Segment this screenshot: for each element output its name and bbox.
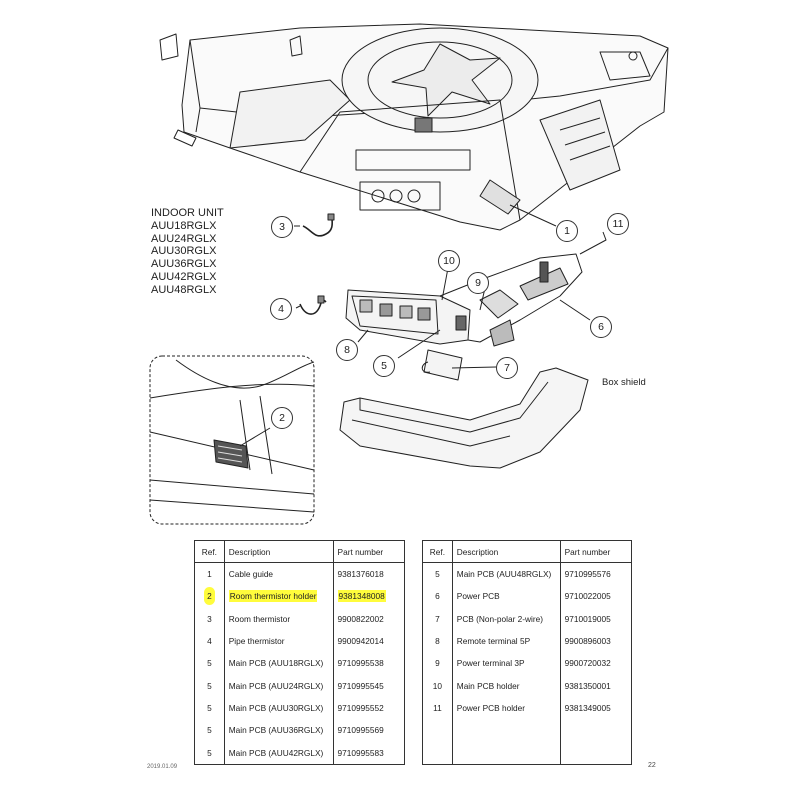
- description-cell: Cable guide: [224, 563, 333, 586]
- parts-table-left: [194, 540, 405, 765]
- ref-cell: 4: [195, 630, 225, 652]
- description-cell: Main PCB holder: [452, 674, 560, 696]
- cassette-housing-drawing: [160, 24, 668, 230]
- table-row: [423, 630, 632, 652]
- ref-cell: 8: [423, 630, 453, 652]
- table-row: [423, 563, 632, 586]
- part-number-header: Part number: [333, 541, 404, 563]
- part-number-cell: 9381349005: [560, 697, 631, 719]
- ref-cell: 5: [195, 697, 225, 719]
- table-header-row: [423, 541, 632, 563]
- part-number-cell: 9900720032: [560, 652, 631, 674]
- ref-cell: 7: [423, 608, 453, 630]
- ref-cell: 5: [195, 741, 225, 764]
- table-row-empty: [423, 741, 632, 764]
- part-number-cell: 9710995583: [333, 741, 404, 764]
- callout-4: 4: [270, 298, 292, 320]
- ref-header: Ref.: [423, 541, 453, 563]
- part-number-cell: 9381376018: [333, 563, 404, 586]
- part-number-cell: 9710995576: [560, 563, 631, 586]
- model-name: AUU18RGLX: [151, 219, 217, 232]
- part-number-cell: 9710995552: [333, 697, 404, 719]
- ref-cell: 11: [423, 697, 453, 719]
- description-header: Description: [452, 541, 560, 563]
- indoor-unit-model-list: [151, 207, 224, 297]
- model-name: AUU42RGLX: [151, 270, 217, 283]
- callout-7: 7: [496, 357, 518, 379]
- inset-detail-drawing: [150, 356, 314, 524]
- part-number-cell: 9900822002: [333, 608, 404, 630]
- table-row: [423, 652, 632, 674]
- part-number-cell: [333, 585, 404, 607]
- model-list-heading: INDOOR UNIT: [151, 207, 224, 219]
- ref-cell: 6: [423, 585, 453, 607]
- part-number-cell: 9900942014: [333, 630, 404, 652]
- part-number-cell: 9710022005: [560, 585, 631, 607]
- callout-11: 11: [607, 213, 629, 235]
- description-cell: Power terminal 3P: [452, 652, 560, 674]
- part-number-header: Part number: [560, 541, 631, 563]
- table-row: [195, 630, 405, 652]
- ref-cell: 5: [195, 674, 225, 696]
- description-cell: Power PCB holder: [452, 697, 560, 719]
- ref-cell: 5: [195, 652, 225, 674]
- pipe-thermistor-drawing: [300, 296, 326, 314]
- table-row: [423, 674, 632, 696]
- table-row: [195, 719, 405, 741]
- table-row: [195, 697, 405, 719]
- table-row: [195, 608, 405, 630]
- model-name: AUU24RGLX: [151, 232, 217, 245]
- callout-8: 8: [336, 339, 358, 361]
- parts-table-right: [422, 540, 632, 765]
- description-cell: Main PCB (AUU24RGLX): [224, 674, 333, 696]
- part-number-cell: 9900896003: [560, 630, 631, 652]
- box-shield-drawing: [340, 368, 588, 468]
- highlight-mark: Room thermistor holder: [229, 591, 317, 602]
- table-row-empty: [423, 719, 632, 741]
- description-cell: Main PCB (AUU30RGLX): [224, 697, 333, 719]
- description-cell: Main PCB (AUU42RGLX): [224, 741, 333, 764]
- callout-2: 2: [271, 407, 293, 429]
- table-row-highlighted: [195, 585, 405, 607]
- callout-1: 1: [556, 220, 578, 242]
- callout-10: 10: [438, 250, 460, 272]
- part-number-cell: 9710019005: [560, 608, 631, 630]
- table-row: [423, 608, 632, 630]
- table-row: [195, 674, 405, 696]
- ref-cell: 1: [195, 563, 225, 586]
- part-number-cell: 9710995569: [333, 719, 404, 741]
- table-row: [195, 741, 405, 764]
- ref-cell: 5: [195, 719, 225, 741]
- pcb-non-polar-drawing: [424, 350, 462, 380]
- description-header: Description: [224, 541, 333, 563]
- model-name: AUU36RGLX: [151, 258, 217, 271]
- ref-cell: [195, 585, 225, 607]
- highlight-mark: 2: [204, 587, 215, 605]
- ref-header: Ref.: [195, 541, 225, 563]
- ref-cell: 3: [195, 608, 225, 630]
- part-number-cell: 9710995538: [333, 652, 404, 674]
- ref-cell: 5: [423, 563, 453, 586]
- table-row: [423, 585, 632, 607]
- description-cell: Power PCB: [452, 585, 560, 607]
- footer-date: 2019.01.09: [147, 764, 178, 770]
- description-cell: [224, 585, 333, 607]
- control-box-drawing: [346, 254, 582, 346]
- callout-6: 6: [590, 316, 612, 338]
- box-shield-label: Box shield: [602, 377, 646, 388]
- table-row: [195, 563, 405, 586]
- room-thermistor-drawing: [303, 214, 334, 236]
- description-cell: Remote terminal 5P: [452, 630, 560, 652]
- callout-5: 5: [373, 355, 395, 377]
- description-cell: Main PCB (AUU48RGLX): [452, 563, 560, 586]
- description-cell: PCB (Non-polar 2-wire): [452, 608, 560, 630]
- callout-3: 3: [271, 216, 293, 238]
- highlight-mark: 9381348008: [338, 591, 385, 602]
- table-row: [195, 652, 405, 674]
- description-cell: Main PCB (AUU36RGLX): [224, 719, 333, 741]
- page-number: 22: [648, 762, 656, 769]
- callout-9: 9: [467, 272, 489, 294]
- description-cell: Main PCB (AUU18RGLX): [224, 652, 333, 674]
- description-cell: Pipe thermistor: [224, 630, 333, 652]
- table-header-row: [195, 541, 405, 563]
- ref-cell: 10: [423, 674, 453, 696]
- table-row: [423, 697, 632, 719]
- model-name: AUU48RGLX: [151, 283, 217, 296]
- model-name: AUU30RGLX: [151, 245, 217, 258]
- description-cell: Room thermistor: [224, 608, 333, 630]
- part-number-cell: 9381350001: [560, 674, 631, 696]
- ref-cell: 9: [423, 652, 453, 674]
- part-number-cell: 9710995545: [333, 674, 404, 696]
